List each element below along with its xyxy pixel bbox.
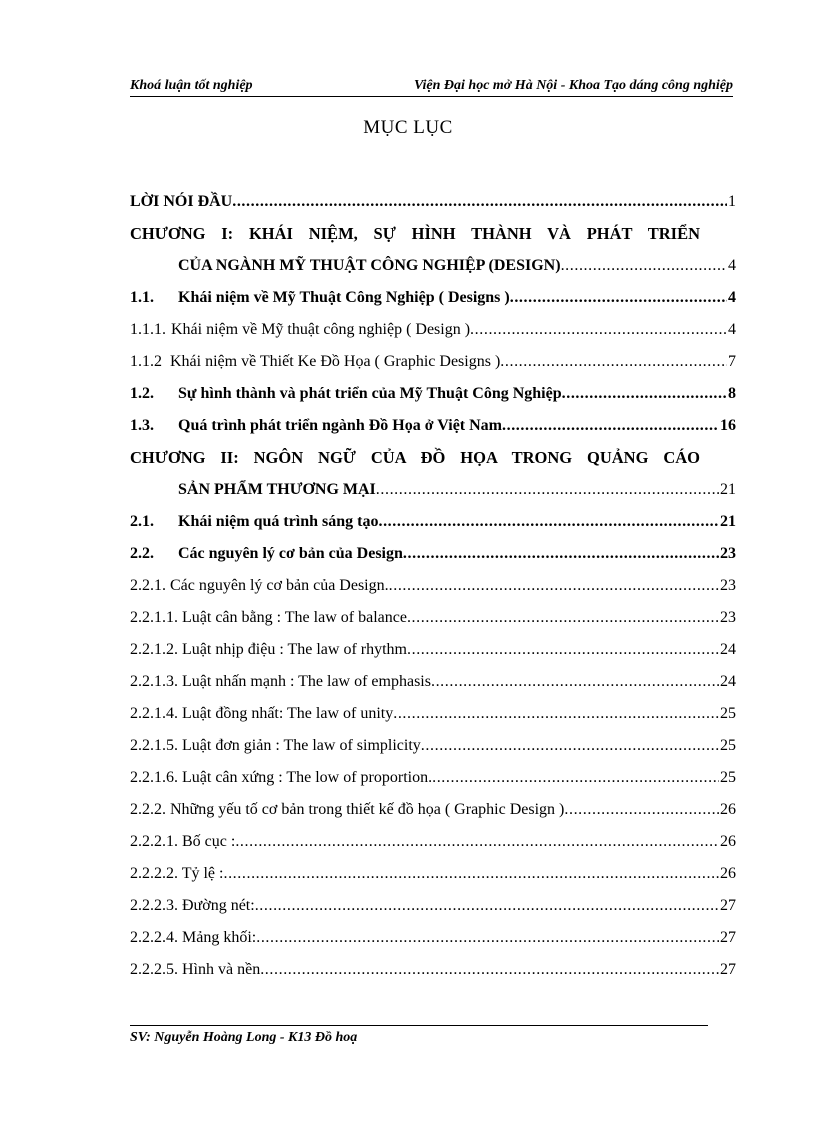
toc-entry-2-1[interactable] <box>130 510 736 534</box>
toc-entry-page: 26 <box>720 833 736 850</box>
toc-entry-number: 2.1. <box>130 513 154 530</box>
toc-entry-text: 2.2.2.3. Đường nét: <box>130 897 255 914</box>
toc-chapter-1-line2[interactable] <box>178 254 736 278</box>
toc-entry-2-2-2-4[interactable] <box>130 926 736 950</box>
toc-entry-page: 7 <box>728 353 736 370</box>
leader-dots <box>407 638 719 662</box>
toc-entry-2-2-2-2[interactable] <box>130 862 736 886</box>
toc-entry-number: 1.1.1. <box>130 321 166 338</box>
leader-dots <box>502 414 719 438</box>
toc-entry-1-3[interactable] <box>130 414 736 438</box>
toc-entry-page: 24 <box>720 641 736 658</box>
toc-entry-2-2-2-1[interactable] <box>130 830 736 854</box>
leader-dots <box>235 830 719 854</box>
toc-entry-text: SẢN PHẨM THƯƠNG MẠI <box>178 481 376 498</box>
header-left: Khoá luận tốt nghiệp <box>130 78 253 93</box>
toc-entry-text: Quá trình phát triển ngành Đồ Họa ở Việt Nam <box>178 417 502 434</box>
leader-dots <box>223 862 719 886</box>
toc-entry-number: 1.3. <box>130 417 154 434</box>
leader-dots <box>255 894 719 918</box>
toc-entry-page: 4 <box>728 289 736 306</box>
toc-entry-text: 2.2.1.2. Luật nhịp điệu : The law of rhythm <box>130 641 407 658</box>
leader-dots <box>421 734 719 758</box>
toc-entry-loi-noi-dau[interactable] <box>130 190 736 214</box>
toc-entry-text: CỦA NGÀNH MỸ THUẬT CÔNG NGHIỆP (DESIGN) <box>178 257 561 274</box>
toc-entry-text: 2.2.2. Những yếu tố cơ bản trong thiết kế đồ họa ( Graphic Design ) <box>130 801 565 818</box>
toc-entry-page: 21 <box>720 513 736 530</box>
toc-entry-page: 23 <box>720 577 736 594</box>
toc-entry-2-2-2[interactable] <box>130 798 736 822</box>
toc-entry-2-2-1-5[interactable] <box>130 734 736 758</box>
toc-chapter-2-line1[interactable]: CHƯƠNG II: NGÔN NGỮ CỦA ĐỒ HỌA TRONG QUẢNG CÁO <box>130 448 700 467</box>
toc-entry-text: 2.2.1.4. Luật đồng nhất: The law of unity <box>130 705 394 722</box>
toc-entry-text: Sự hình thành và phát triển của Mỹ Thuật Công Nghiệp <box>178 385 562 402</box>
toc-entry-2-2-1-2[interactable] <box>130 638 736 662</box>
page-footer: SV: Nguyễn Hoàng Long - K13 Đồ hoạ <box>130 1030 358 1045</box>
toc-entry-page: 24 <box>720 673 736 690</box>
toc-entry-page: 1 <box>728 193 736 210</box>
toc-entry-text: LỜI NÓI ĐẦU <box>130 193 233 210</box>
toc-entry-page: 25 <box>720 769 736 786</box>
leader-dots <box>470 318 727 342</box>
toc-entry-2-2-1[interactable] <box>130 574 736 598</box>
toc-entry-2-2-2-3[interactable] <box>130 894 736 918</box>
footer-divider <box>130 1025 708 1026</box>
leader-dots <box>510 286 727 310</box>
leader-dots <box>403 542 719 566</box>
leader-dots <box>393 702 719 726</box>
page-header <box>130 78 733 97</box>
toc-chapter-2-line2[interactable] <box>178 478 736 502</box>
toc-entry-page: 27 <box>720 961 736 978</box>
leader-dots <box>376 478 719 502</box>
toc-entry-number: 1.2. <box>130 385 154 402</box>
toc-entry-2-2-1-1[interactable] <box>130 606 736 630</box>
leader-dots <box>562 382 727 406</box>
toc-entry-text: 2.2.2.1. Bố cục : <box>130 833 236 850</box>
leader-dots <box>432 766 719 790</box>
toc-entry-text: 2.2.1.3. Luật nhấn mạnh : The law of emphasis <box>130 673 431 690</box>
header-right: Viện Đại học mở Hà Nội - Khoa Tạo dáng công nghiệp <box>413 78 733 93</box>
leader-dots <box>256 926 719 950</box>
toc-entry-page: 4 <box>728 257 736 274</box>
toc-entry-page: 4 <box>728 321 736 338</box>
toc-entry-2-2[interactable] <box>130 542 736 566</box>
leader-dots <box>232 190 727 214</box>
toc-entry-number: 1.1. <box>130 289 154 306</box>
toc-entry-number: 2.2. <box>130 545 154 562</box>
leader-dots <box>389 574 719 598</box>
toc-entry-page: 26 <box>720 801 736 818</box>
toc-entry-1-1[interactable] <box>130 286 736 310</box>
toc-entry-text: 2.2.2.2. Tỷ lệ : <box>130 865 224 882</box>
toc-entry-text: 2.2.2.4. Mảng khối: <box>130 929 257 946</box>
leader-dots <box>500 350 727 374</box>
toc-entry-1-1-2[interactable] <box>130 350 736 374</box>
toc-entry-page: 25 <box>720 705 736 722</box>
toc-entry-text: 2.2.1. Các nguyên lý cơ bản của Design. <box>130 577 389 594</box>
toc-entry-page: 21 <box>720 481 736 498</box>
toc-entry-text: 2.2.1.1. Luật cân bằng : The law of balance <box>130 609 407 626</box>
toc-chapter-1-line1[interactable]: CHƯƠNG I: KHÁI NIỆM, SỰ HÌNH THÀNH VÀ PHÁT TRIỂN <box>130 224 700 243</box>
toc-entry-page: 16 <box>720 417 736 434</box>
toc-entry-1-1-1[interactable] <box>130 318 736 342</box>
toc-entry-1-2[interactable] <box>130 382 736 406</box>
toc-entry-2-2-2-5[interactable] <box>130 958 736 982</box>
toc-entry-page: 8 <box>728 385 736 402</box>
toc-entry-2-2-1-6[interactable] <box>130 766 736 790</box>
toc-entry-page: 26 <box>720 865 736 882</box>
toc-entry-text: Khái niệm quá trình sáng tạo <box>178 513 379 530</box>
toc-entry-text: 2.2.1.6. Luật cân xứng : The low of proportion. <box>130 769 433 786</box>
toc-entry-2-2-1-3[interactable] <box>130 670 736 694</box>
toc-entry-page: 23 <box>720 545 736 562</box>
toc-entry-number: 1.1.2 <box>130 353 162 370</box>
leader-dots <box>561 254 727 278</box>
toc-entry-2-2-1-4[interactable] <box>130 702 736 726</box>
toc-entry-text: 2.2.2.5. Hình và nền <box>130 961 261 978</box>
leader-dots <box>378 510 719 534</box>
leader-dots <box>431 670 719 694</box>
toc-entry-text: Khái niệm về Mỹ thuật công nghiệp ( Design ) <box>171 321 471 338</box>
toc-entry-text: Khái niệm về Mỹ Thuật Công Nghiệp ( Designs ) <box>178 289 510 306</box>
toc-entry-page: 27 <box>720 929 736 946</box>
leader-dots <box>407 606 719 630</box>
toc-entry-page: 27 <box>720 897 736 914</box>
toc-entry-text: Các nguyên lý cơ bản của Design <box>178 545 403 562</box>
page-title: MỤC LỤC <box>363 117 453 138</box>
toc-entry-text: Khái niệm về Thiết Ke Đồ Họa ( Graphic Designs ) <box>170 353 501 370</box>
leader-dots <box>260 958 719 982</box>
toc-entry-page: 23 <box>720 609 736 626</box>
toc-entry-text: 2.2.1.5. Luật đơn giản : The law of simplicity <box>130 737 421 754</box>
leader-dots <box>564 798 719 822</box>
toc-entry-page: 25 <box>720 737 736 754</box>
